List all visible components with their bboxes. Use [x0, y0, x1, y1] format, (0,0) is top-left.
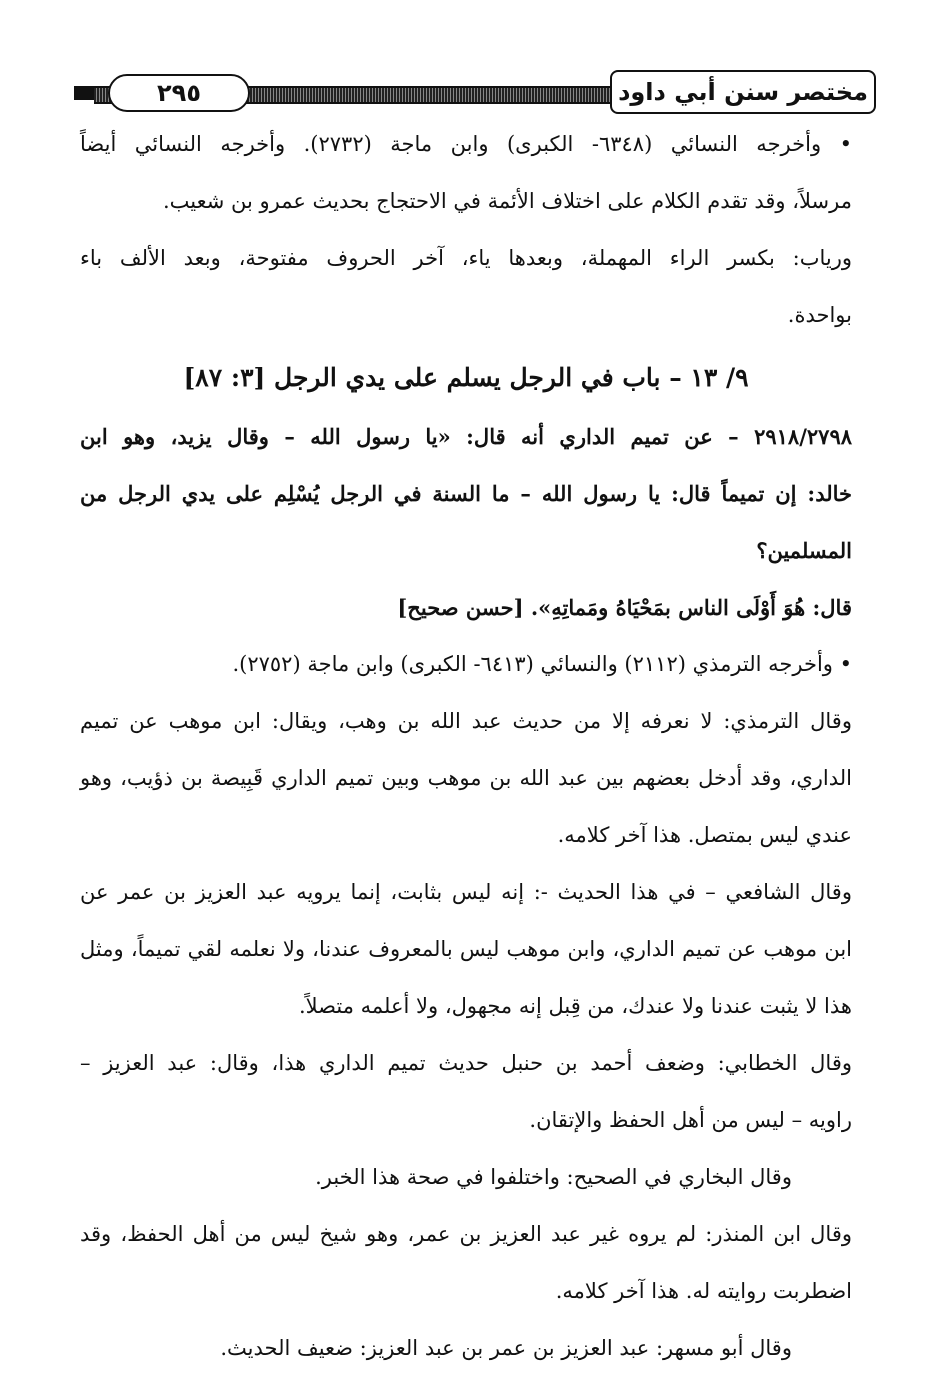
text-line: ٢٩١٨/٢٧٩٨ – عن تميم الداري أنه قال: «يا رسول الله – وقال يزيد، وهو ابن	[80, 424, 852, 449]
text-line: راويه – ليس من أهل الحفظ والإتقان.	[529, 1108, 852, 1132]
text-line: بواحدة.	[787, 303, 852, 327]
text-line: وقال أبو مسهر: عبد العزيز بن عمر بن عبد العزيز: ضعيف الحديث.	[220, 1336, 792, 1360]
paragraph-takhrij-previous	[80, 116, 852, 230]
text-line: قال: هُوَ أَوْلَى الناس بمَحْيَاهُ ومَماتِهِ». [حسن صحيح]	[397, 595, 852, 620]
text-line: اضطربت روايته له. هذا آخر كلامه.	[555, 1279, 852, 1303]
paragraph-tirmidhi	[80, 693, 852, 864]
hadith-text	[80, 408, 852, 636]
text-line: وقال الشافعي – في هذا الحديث -: إنه ليس بثابت، إنما يرويه عبد العزيز بن عمر عن	[80, 880, 852, 904]
text-line: الداري، وقد أدخل بعضهم بين عبد الله بن موهب وبين تميم الداري قَبِيصة بن ذؤيب، وهو	[80, 766, 852, 790]
paragraph-abu-mushir	[80, 1320, 852, 1377]
paragraph-shafii	[80, 864, 852, 1035]
text-line: وقال الترمذي: لا نعرفه إلا من حديث عبد الله بن وهب، ويقال: ابن موهب عن تميم	[80, 709, 852, 733]
text-line: ورياب: بكسر الراء المهملة، وبعدها ياء، آخر الحروف مفتوحة، وبعد الألف باء	[80, 246, 852, 270]
paragraph-takhrij	[80, 636, 852, 693]
text-line: مرسلاً، وقد تقدم الكلام على اختلاف الأئمة في الاحتجاج بحديث عمرو بن شعيب.	[162, 189, 852, 213]
text-line: وقال ابن المنذر: لم يروه غير عبد العزيز بن عمر، وهو شيخ ليس من أهل الحفظ، وقد	[80, 1222, 852, 1246]
paragraph-ibn-mundhir	[80, 1206, 852, 1320]
page-content	[80, 116, 852, 1377]
paragraph-khattabi	[80, 1035, 852, 1149]
text-line: • وأخرجه النسائي (٦٣٤٨- الكبرى) وابن ماجة (٢٧٣٢). وأخرجه النسائي أيضاً	[80, 132, 852, 156]
paragraph-bukhari	[80, 1149, 852, 1206]
page-header	[74, 70, 876, 116]
text-line: خالد: إن تميماً قال: يا رسول الله – ما السنة في الرجل يُسْلِم على يدي الرجل من المسلمين؟	[80, 481, 852, 563]
paragraph-riyab-note	[80, 230, 852, 344]
page-number: ٢٩٥	[108, 74, 250, 112]
text-line: هذا لا يثبت عندنا ولا عندك، من قِبل إنه مجهول، ولا أعلمه متصلاً.	[298, 994, 852, 1018]
book-title: مختصر سنن أبي داود	[610, 70, 876, 114]
text-line: • وأخرجه الترمذي (٢١١٢) والنسائي (٦٤١٣- الكبرى) وابن ماجة (٢٧٥٢).	[232, 652, 852, 676]
text-line: ابن موهب عن تميم الداري، وابن موهب ليس بالمعروف عندنا، ولا نعلمه لقي تميماً، ومثل	[80, 937, 852, 961]
text-line: عندي ليس بمتصل. هذا آخر كلامه.	[557, 823, 852, 847]
text-line: وقال الخطابي: وضعف أحمد بن حنبل حديث تميم الداري هذا، وقال: عبد العزيز –	[80, 1051, 852, 1075]
chapter-heading: ٩/ ١٣ – باب في الرجل يسلم على يدي الرجل [٣: ٨٧]	[183, 363, 749, 392]
text-line: وقال البخاري في الصحيح: واختلفوا في صحة هذا الخبر.	[315, 1165, 792, 1189]
